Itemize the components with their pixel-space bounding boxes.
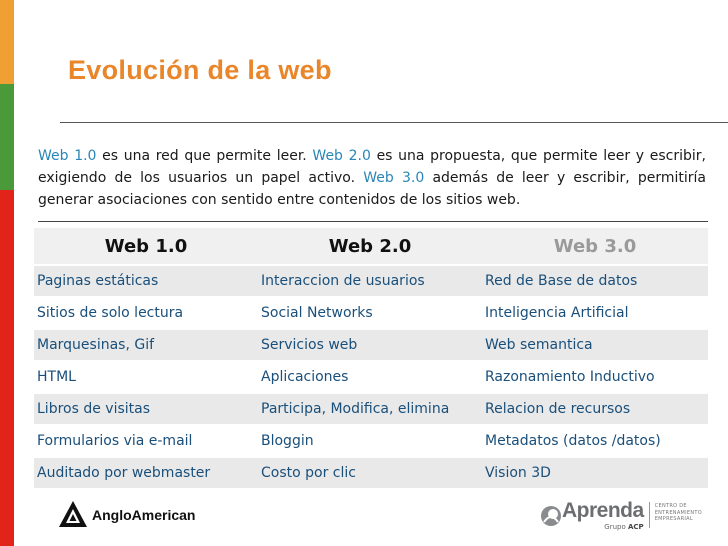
- header-web3: Web 3.0: [482, 228, 708, 264]
- table-row: [34, 426, 708, 456]
- cell-web3: Razonamiento Inductivo: [485, 369, 655, 385]
- comparison-table: [34, 226, 708, 490]
- aprenda-grupo-acp: ACP: [628, 523, 644, 531]
- table-row: [34, 298, 708, 328]
- header-web1: Web 1.0: [34, 228, 258, 264]
- table-row: [34, 266, 708, 296]
- anglo-american-logo-icon: [58, 500, 88, 530]
- term-web1: Web 1.0: [38, 148, 97, 164]
- cell-web1: Paginas estáticas: [34, 266, 258, 296]
- cell-web3: Vision 3D: [482, 458, 708, 488]
- intro-text-3: además de leer y escribir, permitiría generar asociaciones con sentido entre contenidos de los sitios web.: [38, 170, 706, 208]
- intro-text-2: es una propuesta, que permite leer y escribir, exigiendo de los usuarios un papel activo.: [38, 148, 706, 186]
- table-row: [34, 458, 708, 488]
- aprenda-separator: [649, 502, 650, 528]
- aprenda-grupo: [604, 523, 643, 531]
- aprenda-center-text: [655, 503, 707, 523]
- cell-web1: HTML: [37, 369, 76, 385]
- aprenda-center-line: CENTRO DE: [654, 503, 687, 509]
- aprenda-grupo-label: Grupo: [604, 523, 626, 531]
- aprenda-word: Aprenda: [562, 499, 644, 522]
- aprenda-center-line: EMPRESARIAL: [654, 516, 693, 522]
- table-header-row: [34, 228, 708, 264]
- cell-web3: Red de Base de datos: [482, 266, 708, 296]
- side-stripe-red: [0, 190, 14, 546]
- cell-web2: Costo por clic: [258, 458, 482, 488]
- cell-web3: Relacion de recursos: [482, 394, 708, 424]
- table-top-divider: [38, 221, 708, 222]
- anglo-american-logo: [58, 499, 195, 531]
- term-web2: Web 2.0: [312, 148, 371, 164]
- cell-web2: Bloggin: [261, 433, 314, 449]
- cell-web2: Interaccion de usuarios: [258, 266, 482, 296]
- title-divider: [60, 122, 728, 123]
- anglo-american-wordmark: AngloAmerican: [92, 507, 196, 523]
- intro-text-1: es una red que permite leer.: [96, 148, 313, 164]
- cell-web1: Marquesinas, Gif: [34, 330, 258, 360]
- slide-title: Evolución de la web: [68, 55, 332, 85]
- cell-web2: Participa, Modifica, elimina: [258, 394, 482, 424]
- side-stripe-orange: [0, 0, 14, 84]
- cell-web2: Social Networks: [261, 305, 373, 321]
- table-row: [34, 362, 708, 392]
- table-row: [34, 330, 708, 360]
- term-web3: Web 3.0: [363, 170, 425, 186]
- cell-web1: Formularios via e-mail: [37, 433, 193, 449]
- cell-web1: Libros de visitas: [34, 394, 258, 424]
- side-stripe-green: [0, 84, 14, 190]
- cell-web3: Web semantica: [482, 330, 708, 360]
- aprenda-wordmark: [562, 500, 644, 531]
- cell-web1: Sitios de solo lectura: [37, 305, 184, 321]
- header-web2: Web 2.0: [258, 228, 482, 264]
- cell-web1: Auditado por webmaster: [34, 458, 258, 488]
- aprenda-logo: [540, 500, 707, 534]
- cell-web3: Inteligencia Artificial: [485, 305, 629, 321]
- aprenda-center-line: ENTRENAMIENTO: [654, 509, 703, 516]
- cell-web2: Aplicaciones: [261, 369, 349, 385]
- intro-paragraph: [38, 145, 706, 211]
- cell-web3: Metadatos (datos /datos): [485, 433, 661, 449]
- cell-web2: Servicios web: [258, 330, 482, 360]
- aprenda-logo-icon: [540, 504, 562, 528]
- table-row: [34, 394, 708, 424]
